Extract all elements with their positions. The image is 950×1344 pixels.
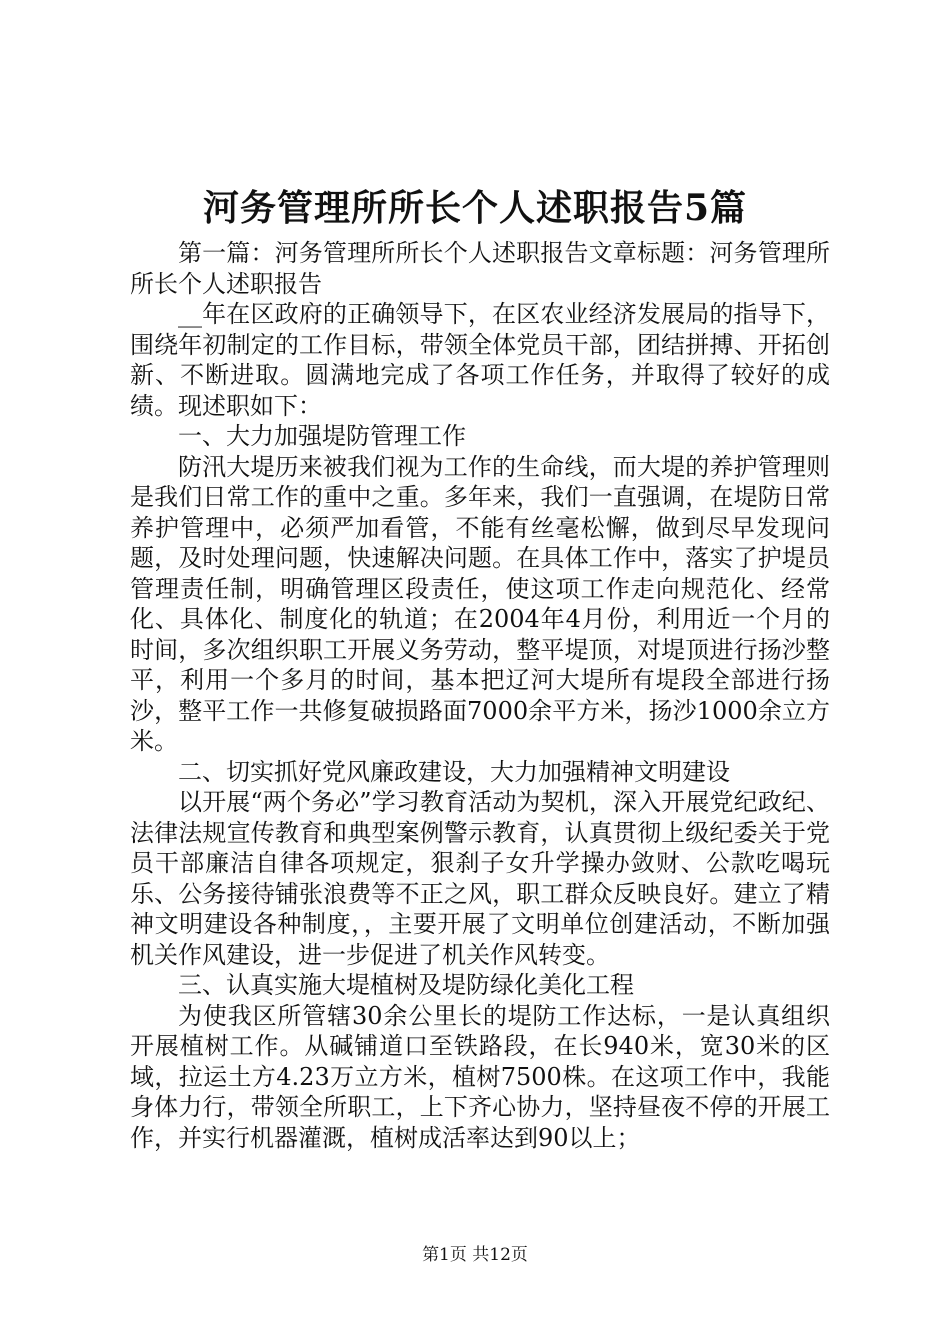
page-title: 河务管理所所长个人述职报告5篇 xyxy=(202,187,748,229)
paragraph-section-2: 以开展“两个务必”学习教育活动为契机，深入开展党纪政纪、法律法规宣传教育和典型案例警示教育，认真贯彻上级纪委关于党员干部廉洁自律各项规定，狠刹子女升学操办敛财、公款吃喝玩乐、公务接待铺张浪费等不正之风，职工群众反映良好。建立了精神文明建设各种制度，，主要开展了文明单位创建活动，不断加强机关作风建设，进一步促进了机关作风转变。 xyxy=(130,788,830,969)
page-footer: 第1页 共12页 xyxy=(422,1245,528,1265)
paragraph-intro-heading: 第一篇：河务管理所所长个人述职报告文章标题：河务管理所所长个人述职报告 xyxy=(130,239,830,298)
section-heading-1: 一、大力加强堤防管理工作 xyxy=(178,422,466,450)
paragraph-section-3: 为使我区所管辖30余公里长的堤防工作达标，一是认真组织开展植树工作。从碱铺道口至铁路段，在长940米，宽30米的区域，拉运土方4.23万立方米，植树7500株。在这项工作中，我能身体力行，带领全所职工，上下齐心协力，坚持昼夜不停的开展工作，并实行机器灌溉，植树成活率达到90以上； xyxy=(130,1001,830,1152)
paragraph-opening: __年在区政府的正确领导下，在区农业经济发展局的指导下，围绕年初制定的工作目标，带领全体党员干部，团结拼搏、开拓创新、不断进取。圆满地完成了各项工作任务，并取得了较好的成绩。现述职如下： xyxy=(130,300,830,420)
section-heading-3: 三、认真实施大堤植树及堤防绿化美化工程 xyxy=(178,971,634,999)
document-body xyxy=(130,238,830,1153)
paragraph-section-1: 防汛大堤历来被我们视为工作的生命线，而大堤的养护管理则是我们日常工作的重中之重。多年来，我们一直强调，在堤防日常养护管理中，必须严加看管，不能有丝毫松懈，做到尽早发现问题，及时处理问题，快速解决问题。在具体工作中，落实了护堤员管理责任制，明确管理区段责任，使这项工作走向规范化、经常化、具体化、制度化的轨道；在2004年4月份，利用近一个月的时间，多次组织职工开展义务劳动，整平堤顶，对堤顶进行扬沙整平，利用一个多月的时间，基本把辽河大堤所有堤段全部进行扬沙，整平工作一共修复破损路面7000余平方米，扬沙1000余立方米。 xyxy=(130,452,830,755)
section-heading-2: 二、切实抓好党风廉政建设，大力加强精神文明建设 xyxy=(178,757,730,786)
